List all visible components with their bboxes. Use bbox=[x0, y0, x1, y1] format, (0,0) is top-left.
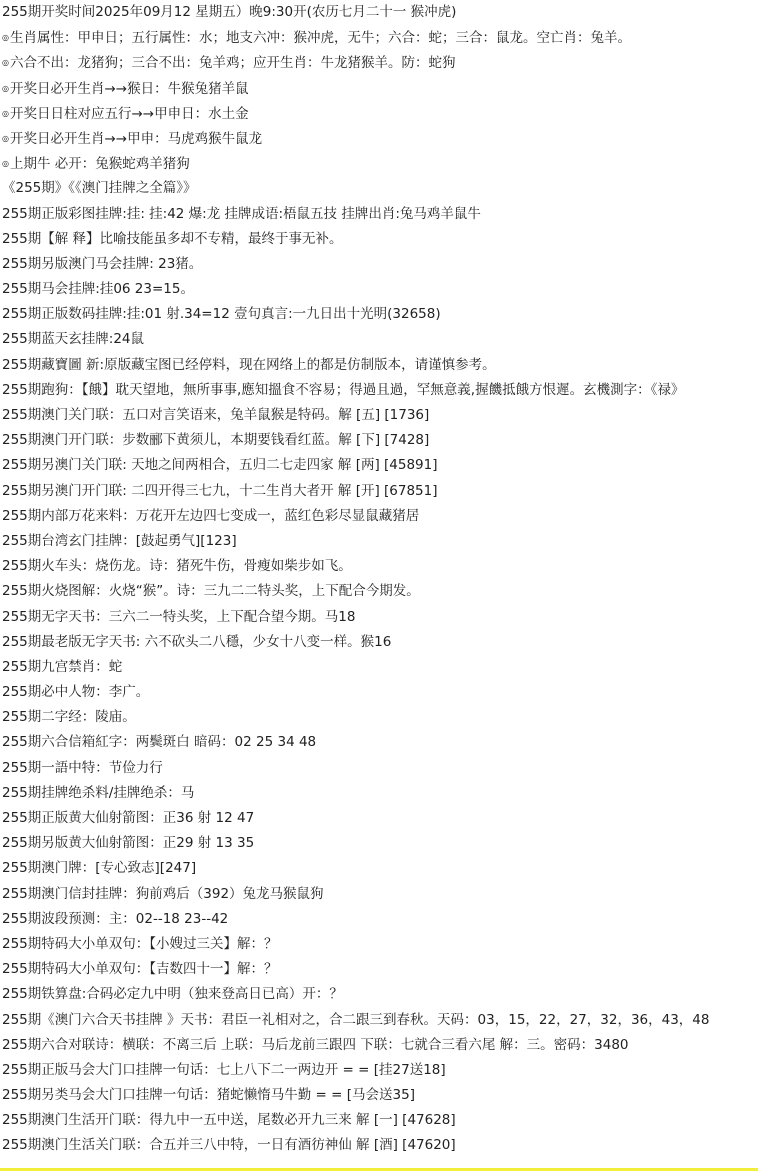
bullet-icon: ◎ bbox=[2, 159, 9, 169]
line-text: 255期开奖时间2025年09月12 星期五）晚9:30开(农历七月二十一 猴冲虎) bbox=[2, 4, 457, 20]
line-text: 255期【解 释】比喻技能虽多却不专精，最终于事无补。 bbox=[2, 230, 343, 247]
text-line bbox=[0, 1133, 758, 1158]
line-text: 255期内部万花来料：万花开左边四七变成一，蓝红色彩尽显鼠藏猪居 bbox=[2, 507, 420, 524]
line-text: 255期无字天书：三六二一特头奖，上下配合望今期。马18 bbox=[2, 608, 356, 625]
text-line bbox=[0, 353, 758, 378]
line-text: 255期澳门生活关门联：合五并三八中特，一日有酒彷神仙 解 [酒] [47620] bbox=[2, 1137, 456, 1154]
line-text: 255期正版黄大仙射箭图：正36 射 12 47 bbox=[2, 810, 255, 826]
line-text: 255期正版彩图挂牌:挂: 挂:42 爆:龙 挂牌成语:梧鼠五技 挂牌出肖:兔马鸡羊鼠牛 bbox=[2, 205, 481, 222]
text-line bbox=[0, 504, 758, 529]
line-text: 开奖日必开生肖→→猴日：牛猴兔猪羊鼠 bbox=[9, 80, 249, 97]
text-line bbox=[0, 227, 758, 252]
line-text: 255期挂牌绝杀料/挂牌绝杀：马 bbox=[2, 784, 195, 801]
line-text: 255期特码大小单双句：【小嫂过三关】解：？ bbox=[2, 935, 278, 952]
text-line bbox=[0, 529, 758, 554]
text-line bbox=[0, 453, 758, 478]
text-line bbox=[0, 655, 758, 680]
line-text: 255期跑狗：【餓】耽天望地，無所事事,應知搵食不容易；得過且過，罕無意義,握饑抵餓方恨遲。玄機測字：《禄》 bbox=[2, 381, 685, 398]
line-text: 255期一語中特：节俭力行 bbox=[2, 759, 163, 776]
line-text: 255期藏寶圖 新:原版藏宝图已经停料，现在网络上的都是仿制版本，请谨慎参考。 bbox=[2, 356, 496, 373]
bullet-icon: ◎ bbox=[2, 133, 9, 143]
bullet-icon: ◎ bbox=[2, 83, 9, 93]
text-line bbox=[0, 378, 758, 403]
text-line bbox=[0, 907, 758, 932]
line-text: 255期台湾玄门挂牌：[鼓起勇气][123] bbox=[2, 532, 237, 549]
footer-divider bbox=[0, 1168, 758, 1171]
text-line bbox=[0, 554, 758, 579]
line-text: 255期蓝天玄挂牌:24鼠 bbox=[2, 331, 144, 348]
line-text: 255期另版黄大仙射箭图：正29 射 13 35 bbox=[2, 835, 255, 852]
text-line bbox=[0, 1033, 758, 1058]
text-line bbox=[0, 705, 758, 730]
line-text: 开奖日日柱对应五行→→甲申日：水土金 bbox=[9, 105, 249, 122]
text-line bbox=[0, 0, 758, 25]
line-text: 255期另版澳门马会挂牌: 23猪。 bbox=[2, 255, 203, 272]
line-text: 生肖属性：甲申日；五行属性：水；地支六冲：猴冲虎，无牛；六合：蛇；三合：鼠龙。空亡肖：兔羊。 bbox=[9, 30, 631, 47]
text-line bbox=[0, 403, 758, 428]
text-line bbox=[0, 202, 758, 227]
text-line bbox=[0, 126, 758, 151]
text-line bbox=[0, 831, 758, 856]
text-line bbox=[0, 25, 758, 50]
line-text: 255期波段预测：主：02--18 23--42 bbox=[2, 910, 229, 927]
text-line bbox=[0, 579, 758, 604]
line-text: 六合不出：龙猪狗；三合不出：兔羊鸡；应开生肖：牛龙猪猴羊。防：蛇狗 bbox=[9, 55, 456, 72]
text-line bbox=[0, 605, 758, 630]
line-text: 255期正版马会大门口挂牌一句话：七上八下二一两边开 = = [挂27送18] bbox=[2, 1061, 446, 1078]
text-line bbox=[0, 806, 758, 831]
line-text: 255期二字经：陵庙。 bbox=[2, 709, 136, 726]
line-text: 255期澳门生活开门联：得九中一五中送，尾数必开九三来 解 [一] [47628] bbox=[2, 1112, 456, 1129]
line-text: 255期九宫禁肖：蛇 bbox=[2, 658, 123, 675]
line-text: 255期澳门关门联：五口对言笑语来，兔羊鼠猴是特码。解 [五] [1736] bbox=[2, 407, 430, 423]
bullet-icon: ◎ bbox=[2, 58, 9, 68]
text-line bbox=[0, 1058, 758, 1083]
bullet-icon: ◎ bbox=[2, 33, 9, 43]
line-text: 255期最老版无字天书: 六不砍头二八穩，少女十八变一样。猴16 bbox=[2, 633, 392, 650]
line-text: 255期火车头：烧伤龙。诗：猪死牛伤，骨瘦如柴步如飞。 bbox=[2, 558, 352, 575]
line-text: 255期澳门开门联：步数郦下黄须儿，本期要钱看红蓝。解 [下] [7428] bbox=[2, 432, 430, 449]
line-text: 255期马会挂牌:挂06 23=15。 bbox=[2, 281, 194, 298]
text-line bbox=[0, 781, 758, 806]
text-line bbox=[0, 730, 758, 755]
text-line bbox=[0, 50, 758, 75]
line-text: 255期另类马会大门口挂牌一句话：猪蛇懒惰马牛勤 = = [马会送35] bbox=[2, 1087, 415, 1104]
line-text: 上期牛 必开：兔猴蛇鸡羊猪狗 bbox=[9, 156, 190, 173]
line-text: 开奖日必开生肖→→甲申：马虎鸡猴牛鼠龙 bbox=[9, 130, 263, 147]
text-line bbox=[0, 1083, 758, 1108]
line-text: 255期《澳门六合天书挂牌 》天书：君臣一礼相对之，合二跟三到春秋。天码：03，15，22，27，32，36，43，48 bbox=[2, 1011, 710, 1028]
text-line bbox=[0, 151, 758, 176]
text-line bbox=[0, 932, 758, 957]
text-line bbox=[0, 327, 758, 352]
text-line bbox=[0, 680, 758, 705]
text-line bbox=[0, 252, 758, 277]
line-text: 255期特码大小单双句：【吉数四十一】解：？ bbox=[2, 961, 278, 978]
text-line bbox=[0, 856, 758, 881]
text-line bbox=[0, 479, 758, 504]
line-text: 255期火烧图解：火烧“猴”。诗：三九二二特头奖，上下配合今期发。 bbox=[2, 583, 420, 600]
line-text: 255期必中人物：李广。 bbox=[2, 684, 150, 701]
text-line bbox=[0, 882, 758, 907]
text-line bbox=[0, 101, 758, 126]
line-text: 255期澳门信封挂牌：狗前鸡后（392）兔龙马猴鼠狗 bbox=[2, 885, 324, 902]
line-text: 255期正版数码挂牌:挂:01 射.34=12 壹句真言:一九日出十光明(32658) bbox=[2, 306, 441, 323]
text-line bbox=[0, 756, 758, 781]
line-text: 255期六合信箱紅字：两鬓斑白 暗码：02 25 34 48 bbox=[2, 734, 317, 751]
text-line bbox=[0, 1008, 758, 1033]
line-text: 255期另澳门关门联: 天地之间两相合，五归二七走四家 解 [两] [45891] bbox=[2, 457, 438, 474]
text-line bbox=[0, 76, 758, 101]
text-line bbox=[0, 302, 758, 327]
text-line bbox=[0, 176, 758, 201]
line-text: 255期另澳门开门联: 二四开得三七九，十二生肖大者开 解 [开] [67851] bbox=[2, 482, 438, 499]
text-line bbox=[0, 957, 758, 982]
text-line bbox=[0, 277, 758, 302]
line-text: 255期铁算盘:合码必定九中明（独来登高日已高）开：？ bbox=[2, 986, 343, 1003]
line-text: 255期六合对联诗：横联：不离三后 上联：马后龙前三跟四 下联：七就合三看六尾 解：三。密码：3480 bbox=[2, 1036, 629, 1053]
text-line bbox=[0, 1108, 758, 1133]
text-line bbox=[0, 982, 758, 1007]
text-line bbox=[0, 630, 758, 655]
bullet-icon: ◎ bbox=[2, 108, 9, 118]
line-text: 《255期》《《澳门挂牌之全篇》》 bbox=[2, 180, 197, 197]
text-line bbox=[0, 428, 758, 453]
line-text: 255期澳门牌：[专心致志][247] bbox=[2, 860, 197, 877]
